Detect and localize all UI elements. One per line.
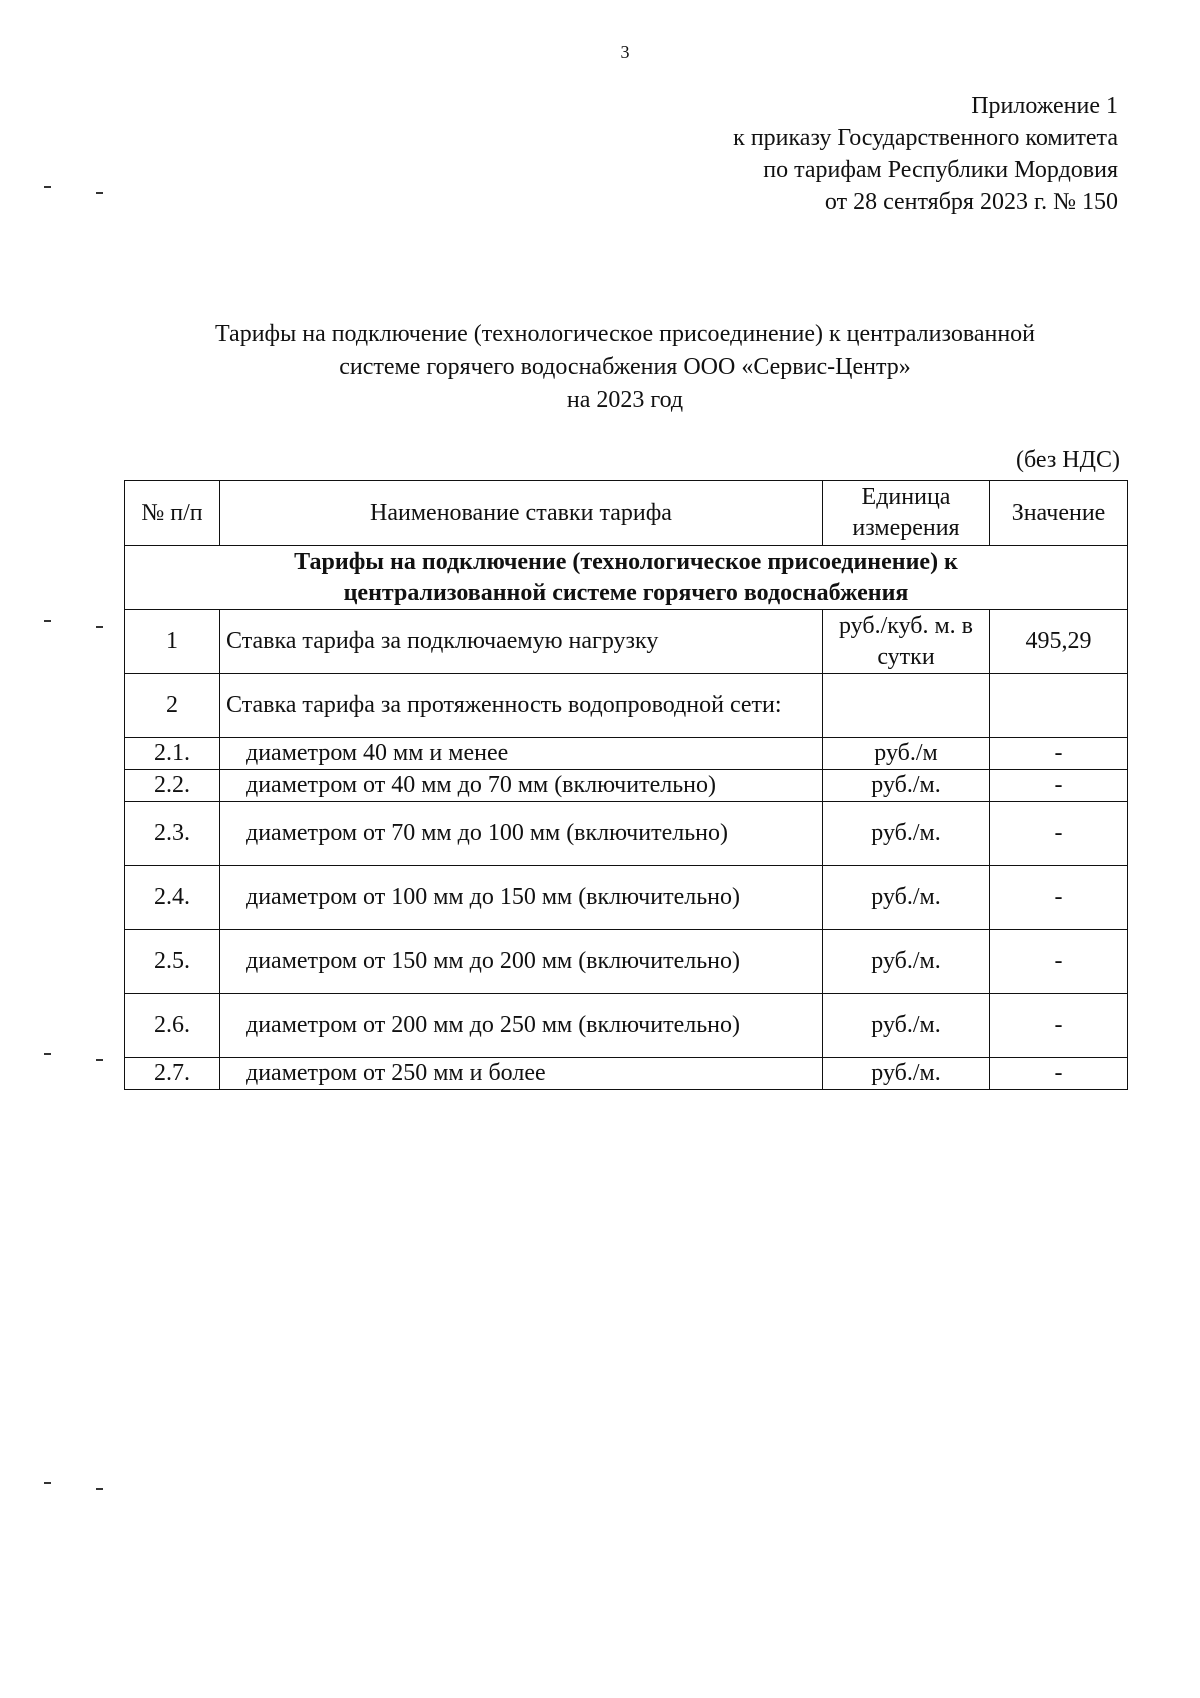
scan-mark bbox=[44, 186, 51, 188]
scan-mark bbox=[96, 1488, 103, 1490]
title-line: Тарифы на подключение (технологическое присоединение) к централизованной bbox=[214, 321, 1036, 347]
title-line: системе горячего водоснабжения ООО «Сервис-Центр» bbox=[339, 354, 911, 380]
header-value: Значение bbox=[990, 481, 1128, 546]
cell-number: 2.1. bbox=[125, 738, 220, 770]
page-number: 3 bbox=[620, 42, 630, 62]
cell-unit: руб./м. bbox=[823, 802, 990, 866]
table-row bbox=[125, 610, 1128, 674]
annex-line: Приложение 1 bbox=[971, 93, 1118, 119]
cell-name: диаметром от 100 мм до 150 мм (включительно) bbox=[220, 866, 823, 930]
table-row bbox=[125, 674, 1128, 738]
cell-number: 2.5. bbox=[125, 930, 220, 994]
title-line: на 2023 год bbox=[566, 387, 684, 413]
cell-number: 2.7. bbox=[125, 1058, 220, 1090]
cell-unit: руб./м. bbox=[823, 994, 990, 1058]
cell-unit: руб./м. bbox=[823, 930, 990, 994]
cell-unit bbox=[823, 674, 990, 738]
cell-value: - bbox=[990, 866, 1128, 930]
section-heading bbox=[125, 546, 1128, 610]
header-unit: Единица измерения bbox=[823, 481, 990, 546]
cell-number: 2.3. bbox=[125, 802, 220, 866]
cell-value: 495,29 bbox=[990, 610, 1128, 674]
cell-name: диаметром 40 мм и менее bbox=[220, 738, 823, 770]
scan-mark bbox=[96, 192, 103, 194]
scan-mark bbox=[44, 620, 51, 622]
cell-name: диаметром от 40 мм до 70 мм (включительно) bbox=[220, 770, 823, 802]
annex-line: по тарифам Республики Мордовия bbox=[763, 157, 1118, 183]
table-row bbox=[125, 770, 1128, 802]
section-line: Тарифы на подключение (технологическое присоединение) к bbox=[294, 548, 958, 575]
cell-number: 2.4. bbox=[125, 866, 220, 930]
table-row bbox=[125, 738, 1128, 770]
table-header-row bbox=[125, 481, 1128, 546]
cell-value: - bbox=[990, 802, 1128, 866]
cell-name: диаметром от 250 мм и более bbox=[220, 1058, 823, 1090]
cell-value bbox=[990, 674, 1128, 738]
tariff-table bbox=[124, 480, 1128, 1090]
cell-name: Ставка тарифа за подключаемую нагрузку bbox=[220, 610, 823, 674]
cell-unit: руб./м. bbox=[823, 770, 990, 802]
scan-mark bbox=[44, 1482, 51, 1484]
cell-unit: руб./м. bbox=[823, 1058, 990, 1090]
cell-value: - bbox=[990, 994, 1128, 1058]
cell-value: - bbox=[990, 1058, 1128, 1090]
cell-unit: руб./м bbox=[823, 738, 990, 770]
cell-number: 2.6. bbox=[125, 994, 220, 1058]
header-number: № п/п bbox=[125, 481, 220, 546]
vat-note: (без НДС) bbox=[1015, 447, 1120, 473]
cell-number: 2.2. bbox=[125, 770, 220, 802]
table-row bbox=[125, 1058, 1128, 1090]
table-row bbox=[125, 994, 1128, 1058]
cell-name: диаметром от 150 мм до 200 мм (включительно) bbox=[220, 930, 823, 994]
cell-number: 1 bbox=[125, 610, 220, 674]
cell-value: - bbox=[990, 738, 1128, 770]
cell-unit: руб./куб. м. в сутки bbox=[823, 610, 990, 674]
annex-block bbox=[733, 90, 1118, 218]
annex-line: к приказу Государственного комитета bbox=[733, 125, 1118, 151]
scan-mark bbox=[96, 1059, 103, 1061]
cell-name: диаметром от 70 мм до 100 мм (включительно) bbox=[220, 802, 823, 866]
table-row bbox=[125, 802, 1128, 866]
cell-name: диаметром от 200 мм до 250 мм (включительно) bbox=[220, 994, 823, 1058]
section-row bbox=[125, 546, 1128, 610]
cell-number: 2 bbox=[125, 674, 220, 738]
table-row bbox=[125, 930, 1128, 994]
cell-name: Ставка тарифа за протяженность водопроводной сети: bbox=[220, 674, 823, 738]
cell-unit: руб./м. bbox=[823, 866, 990, 930]
header-name: Наименование ставки тарифа bbox=[220, 481, 823, 546]
annex-line: от 28 сентября 2023 г. № 150 bbox=[824, 189, 1118, 215]
document-title bbox=[0, 318, 1200, 417]
section-line: централизованной системе горячего водоснабжения bbox=[343, 579, 909, 606]
scan-mark bbox=[96, 626, 103, 628]
cell-value: - bbox=[990, 930, 1128, 994]
cell-value: - bbox=[990, 770, 1128, 802]
table-row bbox=[125, 866, 1128, 930]
scan-mark bbox=[44, 1053, 51, 1055]
